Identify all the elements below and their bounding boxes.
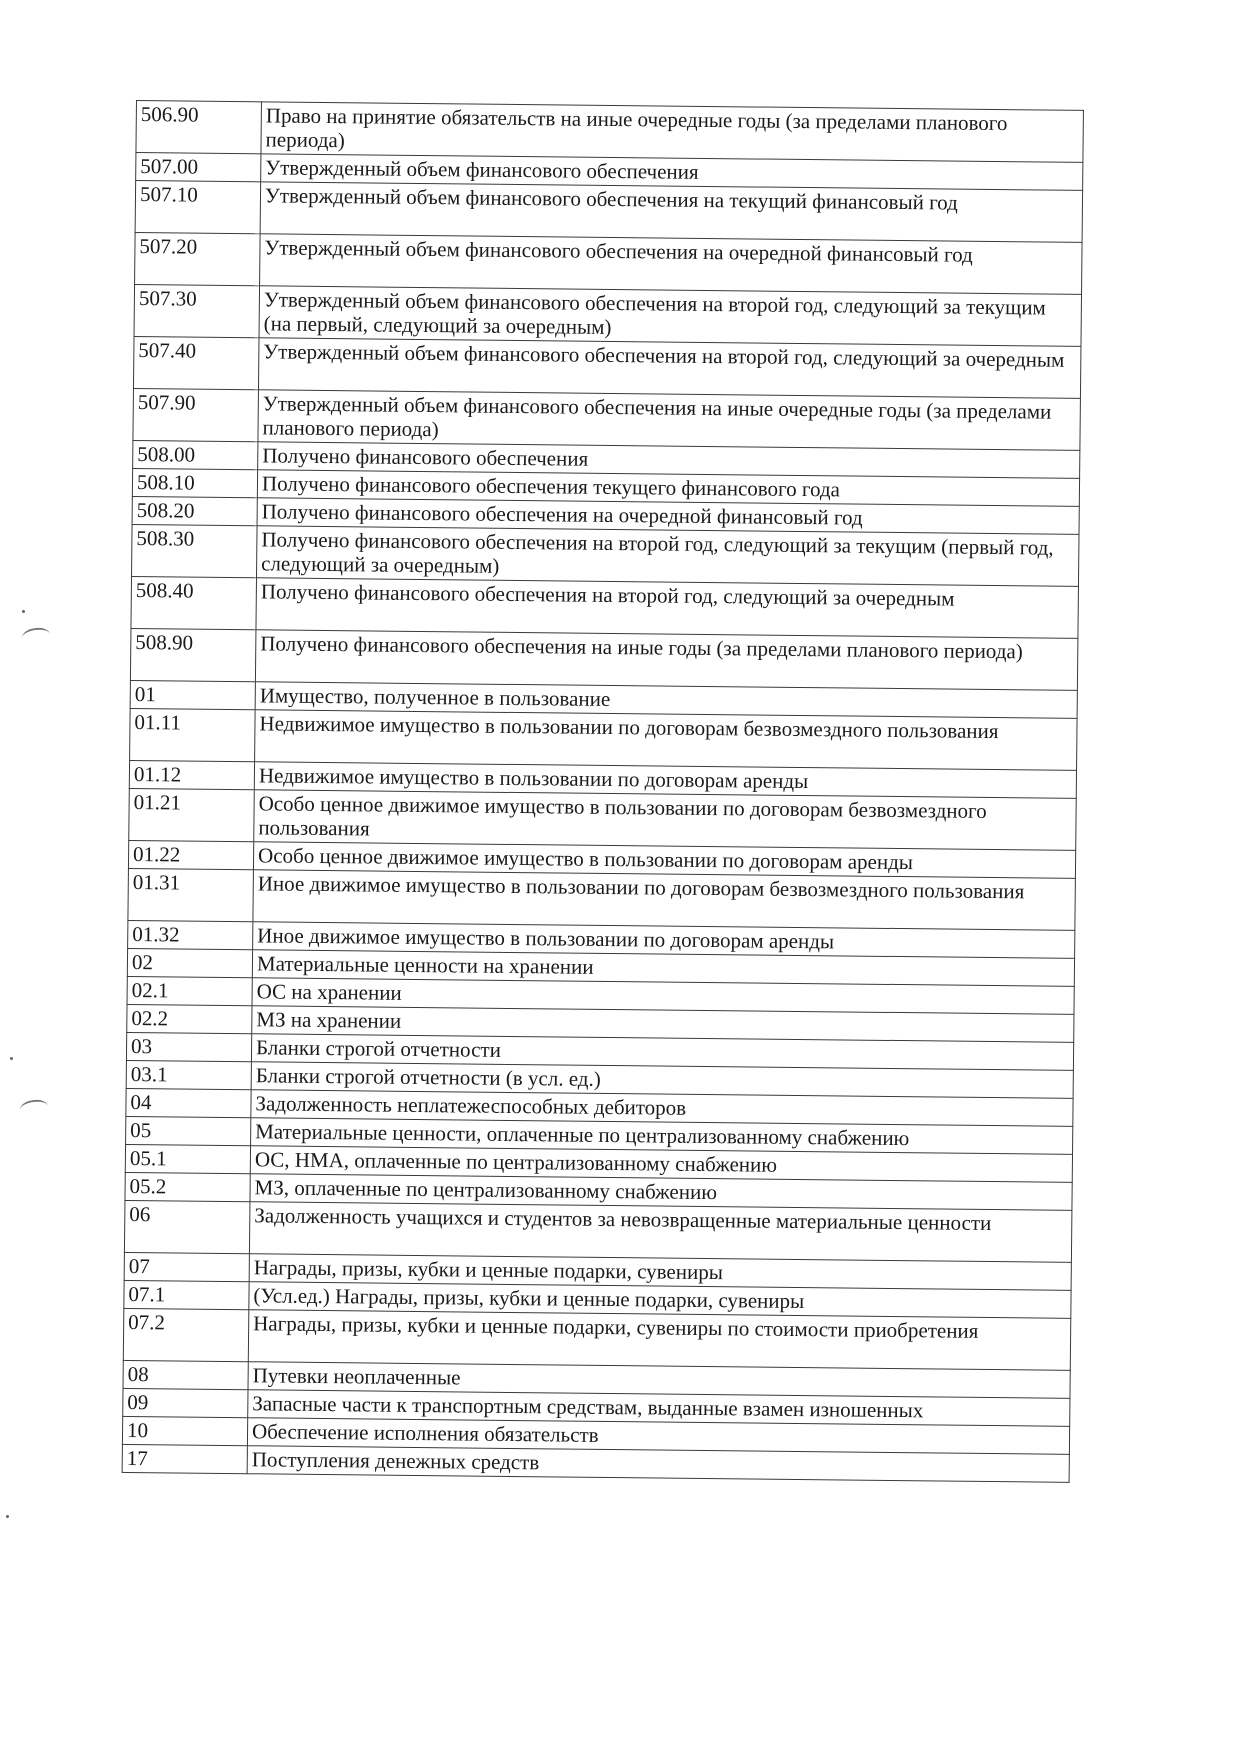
account-code: 17 <box>122 1444 247 1473</box>
account-code: 01.22 <box>128 840 253 869</box>
account-description: Недвижимое имущество в пользовании по договорам безвозмездного пользования <box>255 710 1077 771</box>
account-code: 01.32 <box>128 920 253 949</box>
account-description: Награды, призы, кубки и ценные подарки, сувениры по стоимости приобретения <box>248 1310 1070 1371</box>
account-code: 508.40 <box>131 576 257 629</box>
account-code: 09 <box>123 1388 248 1417</box>
account-code: 05 <box>126 1116 251 1145</box>
account-code: 01.21 <box>129 788 255 841</box>
account-description: ОС, НМА, оплаченные по централизованному снабжению <box>250 1146 1072 1183</box>
account-code: 508.20 <box>132 496 257 525</box>
hole-punch-mark-bottom <box>19 1098 49 1118</box>
account-code: 02 <box>127 948 252 977</box>
account-description: Бланки строгой отчетности <box>251 1034 1073 1071</box>
account-description: Недвижимое имущество в пользовании по договорам аренды <box>254 762 1076 799</box>
account-code: 05.1 <box>125 1144 250 1173</box>
account-description: Материальные ценности на хранении <box>252 950 1074 987</box>
scan-speck <box>10 1057 13 1060</box>
account-description: Имущество, полученное в пользование <box>255 682 1077 719</box>
account-code: 508.90 <box>130 628 256 681</box>
account-description: МЗ на хранении <box>252 1006 1074 1043</box>
account-description: Иное движимое имущество в пользовании по договорам аренды <box>253 922 1075 959</box>
scan-speck <box>22 610 25 613</box>
scan-speck <box>6 1515 9 1518</box>
account-description: Получено финансового обеспечения на второй год, следующий за текущим (первый год, следующий за очередным) <box>257 526 1079 587</box>
account-description: Обеспечение исполнения обязательств <box>247 1418 1069 1455</box>
account-description: Утвержденный объем финансового обеспечения <box>261 154 1083 191</box>
account-code: 03.1 <box>126 1060 251 1089</box>
hole-punch-mark-top <box>21 626 51 646</box>
account-code: 507.90 <box>133 388 259 441</box>
account-description: Задолженность неплатежеспособных дебиторов <box>251 1090 1073 1127</box>
account-code: 507.40 <box>133 336 259 389</box>
account-description: Задолженность учащихся и студентов за невозвращенные материальные ценности <box>249 1202 1071 1263</box>
account-code: 508.10 <box>132 468 257 497</box>
account-description: Награды, призы, кубки и ценные подарки, сувениры <box>249 1254 1071 1291</box>
account-code: 507.00 <box>136 153 261 182</box>
account-code: 07 <box>124 1252 249 1281</box>
account-code: 01.11 <box>130 708 256 761</box>
account-description: Право на принятие обязательств на иные очередные годы (за пределами планового периода) <box>261 102 1083 163</box>
account-description: Утвержденный объем финансового обеспечения на иные очередные годы (за пределами планового периода) <box>258 390 1080 451</box>
account-description: Поступления денежных средств <box>247 1446 1069 1483</box>
account-code: 01.31 <box>128 868 254 921</box>
account-code: 07.1 <box>124 1280 249 1309</box>
account-code: 01.12 <box>129 760 254 789</box>
account-description: Особо ценное движимое имущество в пользовании по договорам аренды <box>253 842 1075 879</box>
account-description: Бланки строгой отчетности (в усл. ед.) <box>251 1062 1073 1099</box>
account-description: Иное движимое имущество в пользовании по договорам безвозмездного пользования <box>253 870 1075 931</box>
account-code: 507.10 <box>135 181 261 234</box>
account-code: 02.1 <box>127 976 252 1005</box>
account-description: Получено финансового обеспечения на очередной финансовый год <box>257 498 1079 535</box>
account-description: Утвержденный объем финансового обеспечения на второй год, следующий за текущим (на первый, следующий за очередным) <box>259 286 1081 347</box>
account-description: Материальные ценности, оплаченные по централизованному снабжению <box>251 1118 1073 1155</box>
account-description: (Усл.ед.) Награды, призы, кубки и ценные подарки, сувениры <box>249 1282 1071 1319</box>
account-code: 01 <box>130 680 255 709</box>
account-code: 06 <box>124 1200 250 1253</box>
account-description: ОС на хранении <box>252 978 1074 1015</box>
account-description: Получено финансового обеспечения на второй год, следующий за очередным <box>256 578 1078 639</box>
account-code: 507.20 <box>135 232 261 285</box>
account-description: Получено финансового обеспечения на иные годы (за пределами планового периода) <box>255 630 1077 691</box>
account-code: 508.30 <box>132 524 258 577</box>
account-description: Путевки неоплаченные <box>248 1362 1070 1399</box>
account-code: 08 <box>123 1360 248 1389</box>
account-code: 07.2 <box>123 1308 249 1361</box>
account-description: Получено финансового обеспечения <box>258 442 1080 479</box>
account-code: 10 <box>122 1416 247 1445</box>
account-code: 507.30 <box>134 284 260 337</box>
account-description: Утвержденный объем финансового обеспечения на второй год, следующий за очередным <box>258 338 1080 399</box>
account-code: 05.2 <box>125 1172 250 1201</box>
accounts-table <box>122 100 1084 1483</box>
account-description: Особо ценное движимое имущество в пользовании по договорам безвозмездного пользования <box>254 790 1076 851</box>
account-code: 04 <box>126 1088 251 1117</box>
account-description: Утвержденный объем финансового обеспечения на текущий финансовый год <box>260 182 1082 243</box>
account-description: МЗ, оплаченные по централизованному снабжению <box>250 1174 1072 1211</box>
account-description: Утвержденный объем финансового обеспечения на очередной финансовый год <box>260 234 1082 295</box>
account-code: 506.90 <box>136 101 262 154</box>
account-description: Запасные части к транспортным средствам, выданные взамен изношенных <box>248 1390 1070 1427</box>
account-code: 02.2 <box>127 1004 252 1033</box>
account-description: Получено финансового обеспечения текущего финансового года <box>257 470 1079 507</box>
account-code: 03 <box>126 1032 251 1061</box>
account-code: 508.00 <box>133 440 258 469</box>
